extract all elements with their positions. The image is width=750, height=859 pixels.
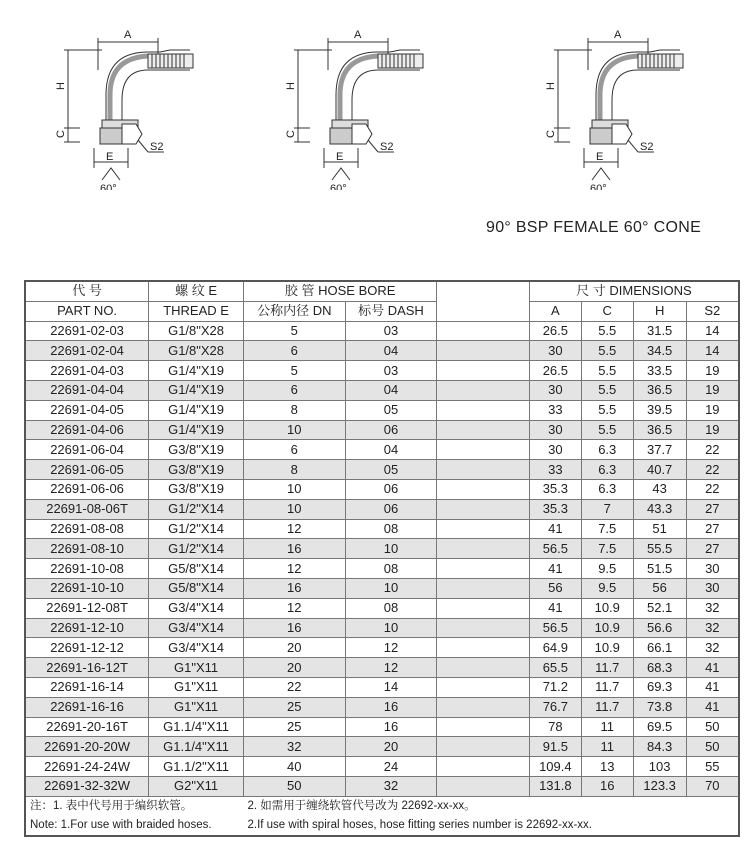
specs-table	[24, 280, 740, 837]
cell-blank	[437, 638, 530, 658]
cell-s2: 41	[686, 697, 739, 717]
cell-dash: 10	[345, 539, 437, 559]
cell-dn: 6	[243, 380, 345, 400]
cell-s2: 19	[686, 380, 739, 400]
cell-s2: 14	[686, 341, 739, 361]
table-row	[25, 400, 739, 420]
cell-c: 6.3	[581, 479, 633, 499]
cell-dash: 04	[345, 341, 437, 361]
cell-part-no: 22691-02-04	[25, 341, 149, 361]
cell-part-no: 22691-04-04	[25, 380, 149, 400]
table-row	[25, 717, 739, 737]
cell-thread: G3/8"X19	[149, 460, 244, 480]
table-row	[25, 618, 739, 638]
cell-dn: 16	[243, 578, 345, 598]
cell-dn: 8	[243, 400, 345, 420]
cell-part-no: 22691-20-20W	[25, 737, 149, 757]
cell-blank	[437, 737, 530, 757]
cell-h: 56	[633, 578, 686, 598]
cell-thread: G3/4"X14	[149, 598, 244, 618]
header-h: H	[633, 301, 686, 321]
cell-blank	[437, 519, 530, 539]
cell-thread: G3/4"X14	[149, 618, 244, 638]
cell-a: 71.2	[529, 677, 581, 697]
cell-c: 9.5	[581, 559, 633, 579]
cell-a: 41	[529, 519, 581, 539]
cell-dn: 12	[243, 519, 345, 539]
note-cn-2: 2. 如需用于缠绕软管代号改为 22692-xx-xx。	[243, 796, 739, 816]
cell-part-no: 22691-10-10	[25, 578, 149, 598]
cell-dn: 5	[243, 321, 345, 341]
cell-thread: G3/8"X19	[149, 440, 244, 460]
cell-part-no: 22691-20-16T	[25, 717, 149, 737]
cell-a: 33	[529, 400, 581, 420]
cell-s2: 32	[686, 618, 739, 638]
table-row	[25, 341, 739, 361]
cell-dn: 16	[243, 618, 345, 638]
cell-h: 55.5	[633, 539, 686, 559]
header-c: C	[581, 301, 633, 321]
cell-s2: 19	[686, 400, 739, 420]
cell-blank	[437, 400, 530, 420]
dim-label-h: H	[285, 82, 297, 90]
cell-a: 30	[529, 380, 581, 400]
cell-c: 11.7	[581, 697, 633, 717]
table-row	[25, 479, 739, 499]
cell-c: 11.7	[581, 677, 633, 697]
cell-c: 5.5	[581, 361, 633, 381]
cell-dash: 04	[345, 440, 437, 460]
cell-dn: 25	[243, 697, 345, 717]
cell-s2: 50	[686, 717, 739, 737]
cell-a: 78	[529, 717, 581, 737]
cell-part-no: 22691-12-10	[25, 618, 149, 638]
dim-label-e: E	[336, 151, 344, 163]
cell-h: 73.8	[633, 697, 686, 717]
cell-a: 91.5	[529, 737, 581, 757]
cell-dn: 10	[243, 479, 345, 499]
cell-h: 56.6	[633, 618, 686, 638]
cell-blank	[437, 776, 530, 796]
cell-blank	[437, 440, 530, 460]
cell-c: 10.9	[581, 618, 633, 638]
cell-thread: G1/4"X19	[149, 400, 244, 420]
cell-c: 10.9	[581, 638, 633, 658]
cell-thread: G1/2"X14	[149, 539, 244, 559]
cell-s2: 55	[686, 757, 739, 777]
cell-h: 36.5	[633, 420, 686, 440]
cell-h: 69.5	[633, 717, 686, 737]
cell-dash: 03	[345, 321, 437, 341]
cell-thread: G1.1/4"X11	[149, 737, 244, 757]
cell-h: 84.3	[633, 737, 686, 757]
cell-h: 52.1	[633, 598, 686, 618]
cell-h: 37.7	[633, 440, 686, 460]
cell-a: 26.5	[529, 361, 581, 381]
cell-dn: 10	[243, 499, 345, 519]
cell-blank	[437, 539, 530, 559]
header-hose-bore: 胶 管 HOSE BORE	[243, 281, 436, 301]
table-row	[25, 578, 739, 598]
cell-dn: 5	[243, 361, 345, 381]
cell-c: 9.5	[581, 578, 633, 598]
note-en-2: 2.If use with spiral hoses, hose fitting series number is 22692-xx-xx.	[243, 816, 739, 836]
cell-dn: 6	[243, 440, 345, 460]
cell-s2: 32	[686, 598, 739, 618]
cell-dn: 10	[243, 420, 345, 440]
cell-part-no: 22691-04-03	[25, 361, 149, 381]
cell-blank	[437, 460, 530, 480]
cell-part-no: 22691-06-04	[25, 440, 149, 460]
cell-a: 30	[529, 420, 581, 440]
cell-dash: 08	[345, 598, 437, 618]
cell-part-no: 22691-04-06	[25, 420, 149, 440]
table-row	[25, 757, 739, 777]
cell-c: 13	[581, 757, 633, 777]
dim-label-s2: S2	[380, 141, 394, 153]
cell-dn: 8	[243, 460, 345, 480]
cell-thread: G2"X11	[149, 776, 244, 796]
cell-s2: 27	[686, 499, 739, 519]
cell-a: 64.9	[529, 638, 581, 658]
table-row	[25, 559, 739, 579]
cell-s2: 41	[686, 658, 739, 678]
cell-s2: 22	[686, 479, 739, 499]
cell-c: 5.5	[581, 380, 633, 400]
header-part-no: PART NO.	[25, 301, 149, 321]
cell-dash: 05	[345, 460, 437, 480]
cell-a: 30	[529, 440, 581, 460]
cell-part-no: 22691-06-06	[25, 479, 149, 499]
cell-s2: 70	[686, 776, 739, 796]
cell-thread: G5/8"X14	[149, 559, 244, 579]
cell-thread: G1/4"X19	[149, 380, 244, 400]
cell-h: 39.5	[633, 400, 686, 420]
cell-a: 41	[529, 598, 581, 618]
cell-s2: 30	[686, 559, 739, 579]
cell-dash: 08	[345, 519, 437, 539]
cell-dash: 06	[345, 499, 437, 519]
cell-a: 65.5	[529, 658, 581, 678]
dim-label-angle: 60°	[330, 183, 347, 190]
cell-c: 5.5	[581, 341, 633, 361]
cell-part-no: 22691-16-14	[25, 677, 149, 697]
cell-a: 131.8	[529, 776, 581, 796]
cell-c: 6.3	[581, 460, 633, 480]
cell-thread: G1"X11	[149, 658, 244, 678]
fitting-drawing	[270, 20, 440, 195]
table-row	[25, 737, 739, 757]
dim-label-a: A	[124, 29, 132, 41]
cell-blank	[437, 341, 530, 361]
cell-dash: 10	[345, 578, 437, 598]
cell-blank	[437, 717, 530, 737]
cell-h: 69.3	[633, 677, 686, 697]
cell-c: 5.5	[581, 321, 633, 341]
cell-part-no: 22691-12-12	[25, 638, 149, 658]
cell-s2: 22	[686, 460, 739, 480]
cell-blank	[437, 697, 530, 717]
cell-s2: 14	[686, 321, 739, 341]
table-row	[25, 440, 739, 460]
cell-blank	[437, 499, 530, 519]
cell-s2: 22	[686, 440, 739, 460]
dim-label-s2: S2	[640, 141, 654, 153]
cell-c: 6.3	[581, 440, 633, 460]
cell-a: 56	[529, 578, 581, 598]
cell-c: 11	[581, 737, 633, 757]
cell-thread: G3/4"X14	[149, 638, 244, 658]
cell-dash: 20	[345, 737, 437, 757]
cell-dash: 10	[345, 618, 437, 638]
cell-dash: 03	[345, 361, 437, 381]
cell-a: 109.4	[529, 757, 581, 777]
cell-part-no: 22691-02-03	[25, 321, 149, 341]
cell-s2: 19	[686, 420, 739, 440]
cell-c: 7.5	[581, 539, 633, 559]
note-cn-1: 注：1. 表中代号用于编织软管。	[25, 796, 243, 816]
cell-dn: 16	[243, 539, 345, 559]
cell-blank	[437, 559, 530, 579]
cell-dash: 14	[345, 677, 437, 697]
cell-h: 51.5	[633, 559, 686, 579]
table-row	[25, 638, 739, 658]
cell-part-no: 22691-12-08T	[25, 598, 149, 618]
cell-blank	[437, 618, 530, 638]
cell-h: 51	[633, 519, 686, 539]
dim-label-a: A	[614, 29, 622, 41]
cell-part-no: 22691-08-08	[25, 519, 149, 539]
cell-dn: 6	[243, 341, 345, 361]
table-row	[25, 598, 739, 618]
cell-h: 103	[633, 757, 686, 777]
header-part-cn: 代 号	[25, 281, 149, 301]
table-row	[25, 361, 739, 381]
cell-thread: G3/8"X19	[149, 479, 244, 499]
cell-thread: G1/2"X14	[149, 499, 244, 519]
cell-dash: 06	[345, 420, 437, 440]
cell-a: 35.3	[529, 499, 581, 519]
fitting-drawing	[530, 20, 700, 195]
header-a: A	[529, 301, 581, 321]
cell-thread: G1/8"X28	[149, 321, 244, 341]
dim-label-c: C	[55, 130, 67, 138]
cell-dash: 12	[345, 638, 437, 658]
dim-label-e: E	[106, 151, 114, 163]
cell-part-no: 22691-16-16	[25, 697, 149, 717]
table-row	[25, 420, 739, 440]
cell-part-no: 22691-24-24W	[25, 757, 149, 777]
cell-dn: 22	[243, 677, 345, 697]
dim-label-h: H	[55, 82, 67, 90]
header-thread-cn: 螺 纹 E	[149, 281, 244, 301]
cell-thread: G1"X11	[149, 697, 244, 717]
cell-dash: 12	[345, 658, 437, 678]
cell-part-no: 22691-32-32W	[25, 776, 149, 796]
dim-label-angle: 60°	[100, 183, 117, 190]
cell-dn: 25	[243, 717, 345, 737]
cell-s2: 32	[686, 638, 739, 658]
cell-blank	[437, 380, 530, 400]
cell-dash: 32	[345, 776, 437, 796]
blank-column	[437, 281, 530, 321]
cell-blank	[437, 361, 530, 381]
header-s2: S2	[686, 301, 739, 321]
table-row	[25, 677, 739, 697]
table-row	[25, 499, 739, 519]
cell-s2: 50	[686, 737, 739, 757]
cell-h: 43.3	[633, 499, 686, 519]
table-row	[25, 697, 739, 717]
product-title: 90° BSP FEMALE 60° CONE	[486, 219, 702, 236]
cell-part-no: 22691-08-06T	[25, 499, 149, 519]
cell-dn: 12	[243, 559, 345, 579]
cell-blank	[437, 321, 530, 341]
dim-label-h: H	[545, 82, 557, 90]
cell-s2: 27	[686, 519, 739, 539]
cell-h: 68.3	[633, 658, 686, 678]
cell-h: 33.5	[633, 361, 686, 381]
cell-dash: 16	[345, 717, 437, 737]
cell-dn: 20	[243, 638, 345, 658]
cell-a: 76.7	[529, 697, 581, 717]
dim-label-angle: 60°	[590, 183, 607, 190]
cell-h: 36.5	[633, 380, 686, 400]
cell-s2: 30	[686, 578, 739, 598]
cell-c: 16	[581, 776, 633, 796]
cell-dash: 24	[345, 757, 437, 777]
header-thread: THREAD E	[149, 301, 244, 321]
dim-label-s2: S2	[150, 141, 164, 153]
cell-thread: G1/8"X28	[149, 341, 244, 361]
cell-blank	[437, 677, 530, 697]
cell-thread: G1/4"X19	[149, 420, 244, 440]
table-row	[25, 460, 739, 480]
dim-label-c: C	[545, 130, 557, 138]
table-row	[25, 321, 739, 341]
cell-blank	[437, 658, 530, 678]
cell-c: 7.5	[581, 519, 633, 539]
cell-blank	[437, 578, 530, 598]
cell-c: 5.5	[581, 420, 633, 440]
cell-dash: 08	[345, 559, 437, 579]
cell-h: 40.7	[633, 460, 686, 480]
fitting-drawing	[40, 20, 210, 195]
cell-a: 33	[529, 460, 581, 480]
cell-a: 41	[529, 559, 581, 579]
cell-thread: G1.1/2"X11	[149, 757, 244, 777]
cell-s2: 19	[686, 361, 739, 381]
cell-part-no: 22691-06-05	[25, 460, 149, 480]
cell-a: 56.5	[529, 618, 581, 638]
cell-s2: 41	[686, 677, 739, 697]
cell-blank	[437, 420, 530, 440]
dim-label-c: C	[285, 130, 297, 138]
cell-blank	[437, 757, 530, 777]
cell-dash: 05	[345, 400, 437, 420]
cell-dash: 06	[345, 479, 437, 499]
cell-thread: G1"X11	[149, 677, 244, 697]
cell-c: 7	[581, 499, 633, 519]
table-row	[25, 539, 739, 559]
cell-c: 10.9	[581, 598, 633, 618]
cell-thread: G1/2"X14	[149, 519, 244, 539]
cell-part-no: 22691-08-10	[25, 539, 149, 559]
cell-dn: 32	[243, 737, 345, 757]
cell-dn: 40	[243, 757, 345, 777]
cell-blank	[437, 598, 530, 618]
cell-h: 43	[633, 479, 686, 499]
cell-dn: 50	[243, 776, 345, 796]
cell-thread: G5/8"X14	[149, 578, 244, 598]
table-row	[25, 776, 739, 796]
cell-a: 30	[529, 341, 581, 361]
cell-s2: 27	[686, 539, 739, 559]
cell-dn: 20	[243, 658, 345, 678]
dim-label-e: E	[596, 151, 604, 163]
cell-dash: 04	[345, 380, 437, 400]
cell-thread: G1/4"X19	[149, 361, 244, 381]
cell-h: 34.5	[633, 341, 686, 361]
header-dash: 标号 DASH	[345, 301, 437, 321]
cell-h: 66.1	[633, 638, 686, 658]
cell-blank	[437, 479, 530, 499]
dim-label-a: A	[354, 29, 362, 41]
cell-h: 123.3	[633, 776, 686, 796]
cell-part-no: 22691-16-12T	[25, 658, 149, 678]
cell-a: 26.5	[529, 321, 581, 341]
table-row	[25, 519, 739, 539]
cell-c: 11	[581, 717, 633, 737]
cell-h: 31.5	[633, 321, 686, 341]
cell-c: 5.5	[581, 400, 633, 420]
header-dn: 公称内径 DN	[243, 301, 345, 321]
table-row	[25, 380, 739, 400]
table-row	[25, 658, 739, 678]
cell-c: 11.7	[581, 658, 633, 678]
cell-a: 35.3	[529, 479, 581, 499]
cell-dash: 16	[345, 697, 437, 717]
header-dimensions: 尺 寸 DIMENSIONS	[529, 281, 739, 301]
cell-part-no: 22691-04-05	[25, 400, 149, 420]
note-en-1: Note: 1.For use with braided hoses.	[25, 816, 243, 836]
cell-dn: 12	[243, 598, 345, 618]
cell-part-no: 22691-10-08	[25, 559, 149, 579]
cell-a: 56.5	[529, 539, 581, 559]
cell-thread: G1.1/4"X11	[149, 717, 244, 737]
